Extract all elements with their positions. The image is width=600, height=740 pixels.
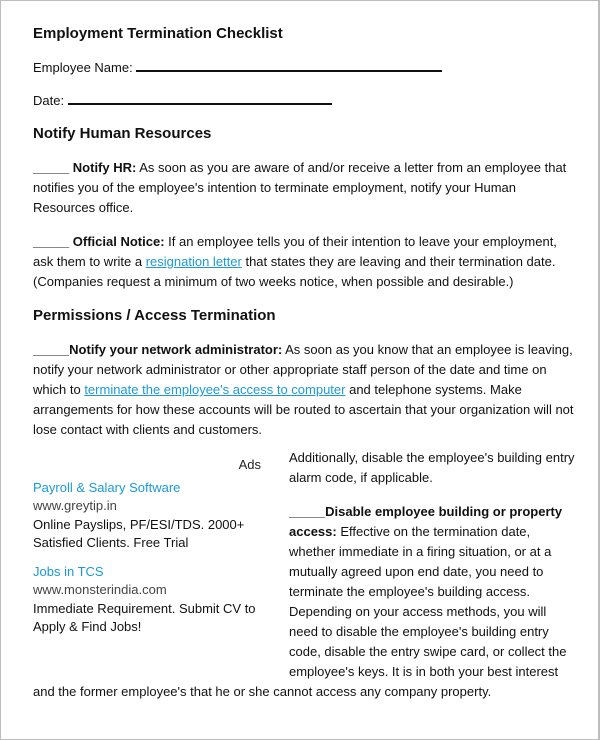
alarm-code-text: Additionally, disable the employee's building entry alarm code, if applicable. bbox=[289, 450, 575, 485]
item-title: Notify your network administrator: bbox=[69, 342, 283, 357]
item-text: As soon as you are aware of and/or receive a letter from an employee that notifies you of the employee's intention to terminate employment, notify your Human Resources office. bbox=[33, 160, 567, 215]
ad-url: www.greytip.in bbox=[33, 498, 117, 513]
date-label: Date: bbox=[33, 93, 65, 108]
section-heading: Permissions / Access Termination bbox=[33, 307, 276, 324]
employee-name-field bbox=[33, 58, 578, 78]
ad-title-link[interactable]: Jobs in TCS bbox=[33, 563, 104, 579]
item-text: If an employee tells you of their intention to leave your employment, ask them to write a bbox=[33, 234, 557, 269]
ad-title-link[interactable]: Payroll & Salary Software bbox=[33, 479, 181, 495]
check-blank: _____ bbox=[33, 160, 70, 175]
section-heading: Notify Human Resources bbox=[33, 125, 212, 142]
item-text: and telephone systems. Make arrangements for how these accounts will be routed to ascertain that your organization will not lose contact with clients and customers. bbox=[33, 382, 574, 437]
document-title: Employment Termination Checklist bbox=[33, 25, 283, 42]
item-title: Notify HR: bbox=[72, 160, 137, 175]
ad-item[interactable] bbox=[33, 563, 289, 637]
document-content bbox=[33, 24, 578, 716]
ad-description: Immediate Requirement. Submit CV to Apply & Find Jobs! bbox=[33, 600, 256, 634]
item-text: that states they are leaving and their termination date. (Companies request a minimum of two weeks notice, when possible and desirable.) bbox=[33, 254, 556, 289]
ads-label: Ads bbox=[238, 457, 261, 472]
check-blank: _____ bbox=[33, 234, 70, 249]
employee-name-label: Employee Name: bbox=[33, 60, 133, 75]
item-text: Effective on the termination date, whether immediate in a firing situation, or at a mutually agreed upon end date, you need to terminate the employee's building access. Depending on your access methods, you will need to disable the employee's building entry code, disable the entry swipe card, or collect the employee's keys. It is in both your best interest and the former employee's that he or she cannot access any company property. bbox=[33, 524, 567, 699]
item-title: Official Notice: bbox=[72, 234, 165, 249]
notify-hr-item bbox=[33, 158, 578, 218]
ad-description: Online Payslips, PF/ESI/TDS. 2000+ Satisfied Clients. Free Trial bbox=[33, 516, 245, 550]
date-blank bbox=[68, 93, 332, 105]
official-notice-item bbox=[33, 232, 578, 292]
ad-item[interactable] bbox=[33, 479, 289, 553]
resignation-letter-link[interactable]: resignation letter bbox=[145, 254, 242, 269]
terminate-access-link[interactable]: terminate the employee's access to computer bbox=[84, 382, 346, 397]
employee-name-blank bbox=[136, 60, 442, 72]
ads-block bbox=[33, 456, 289, 668]
network-admin-item bbox=[33, 340, 578, 440]
date-field bbox=[33, 91, 578, 111]
ad-url: www.monsterindia.com bbox=[33, 582, 167, 597]
item-title: Disable employee building or property access: bbox=[289, 504, 563, 539]
check-blank: _____ bbox=[289, 504, 326, 519]
check-blank: _____ bbox=[33, 342, 70, 357]
item-text: As soon as you know that an employee is leaving, notify your network administrator or other appropriate staff person of the date and time on which to bbox=[33, 342, 573, 397]
